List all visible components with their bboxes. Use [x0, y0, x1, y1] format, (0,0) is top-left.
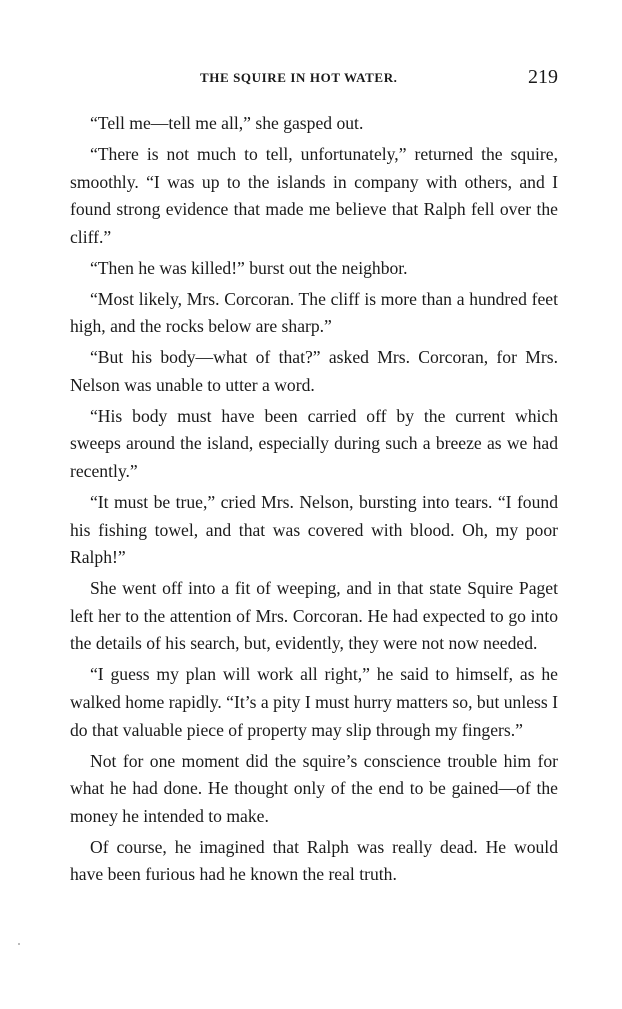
paragraph: “Most likely, Mrs. Corcoran. The cliff is more than a hundred feet high, and the rocks below are sharp.” [70, 288, 558, 337]
paragraph: Not for one moment did the squire’s conscience trouble him for what he had done. He thought only of the end to be gained—of the money he intended to make. [70, 750, 558, 826]
running-head [70, 66, 558, 96]
paragraph: “There is not much to tell, unfortunately,” returned the squire, smoothly. “I was up to the islands in company with others, and I found strong evidence that made me believe that Ralph fell over the cliff.” [70, 143, 558, 247]
paragraph: Of course, he imagined that Ralph was really dead. He would have been furious had he known the real truth. [70, 836, 558, 885]
paragraph: She went off into a fit of weeping, and in that state Squire Paget left her to the attention of Mrs. Corcoran. He had expected to go into the details of his search, but, evidently, they were not now needed. [70, 578, 558, 654]
paragraph: “It must be true,” cried Mrs. Nelson, bursting into tears. “I found his fishing towel, and that was covered with blood. Oh, my poor Ralph!” [70, 492, 558, 568]
body-text [70, 110, 558, 889]
scan-speck [18, 943, 20, 945]
paragraph: “Tell me—tell me all,” she gasped out. [90, 113, 364, 133]
paragraph: “But his body—what of that?” asked Mrs. Corcoran, for Mrs. Nelson was unable to utter a word. [70, 347, 558, 395]
paragraph: “I guess my plan will work all right,” he said to himself, as he walked home rapidly. “It’s a pity I must hurry matters so, but unless I do that valuable piece of property may slip through my fingers.” [70, 664, 558, 740]
page-number: 219 [528, 66, 558, 88]
paragraph: “His body must have been carried off by the current which sweeps around the island, especially during such a breeze as we had recently.” [70, 405, 558, 482]
paragraph: “Then he was killed!” burst out the neighbor. [90, 257, 408, 278]
running-title: THE SQUIRE IN HOT WATER. [200, 70, 398, 85]
